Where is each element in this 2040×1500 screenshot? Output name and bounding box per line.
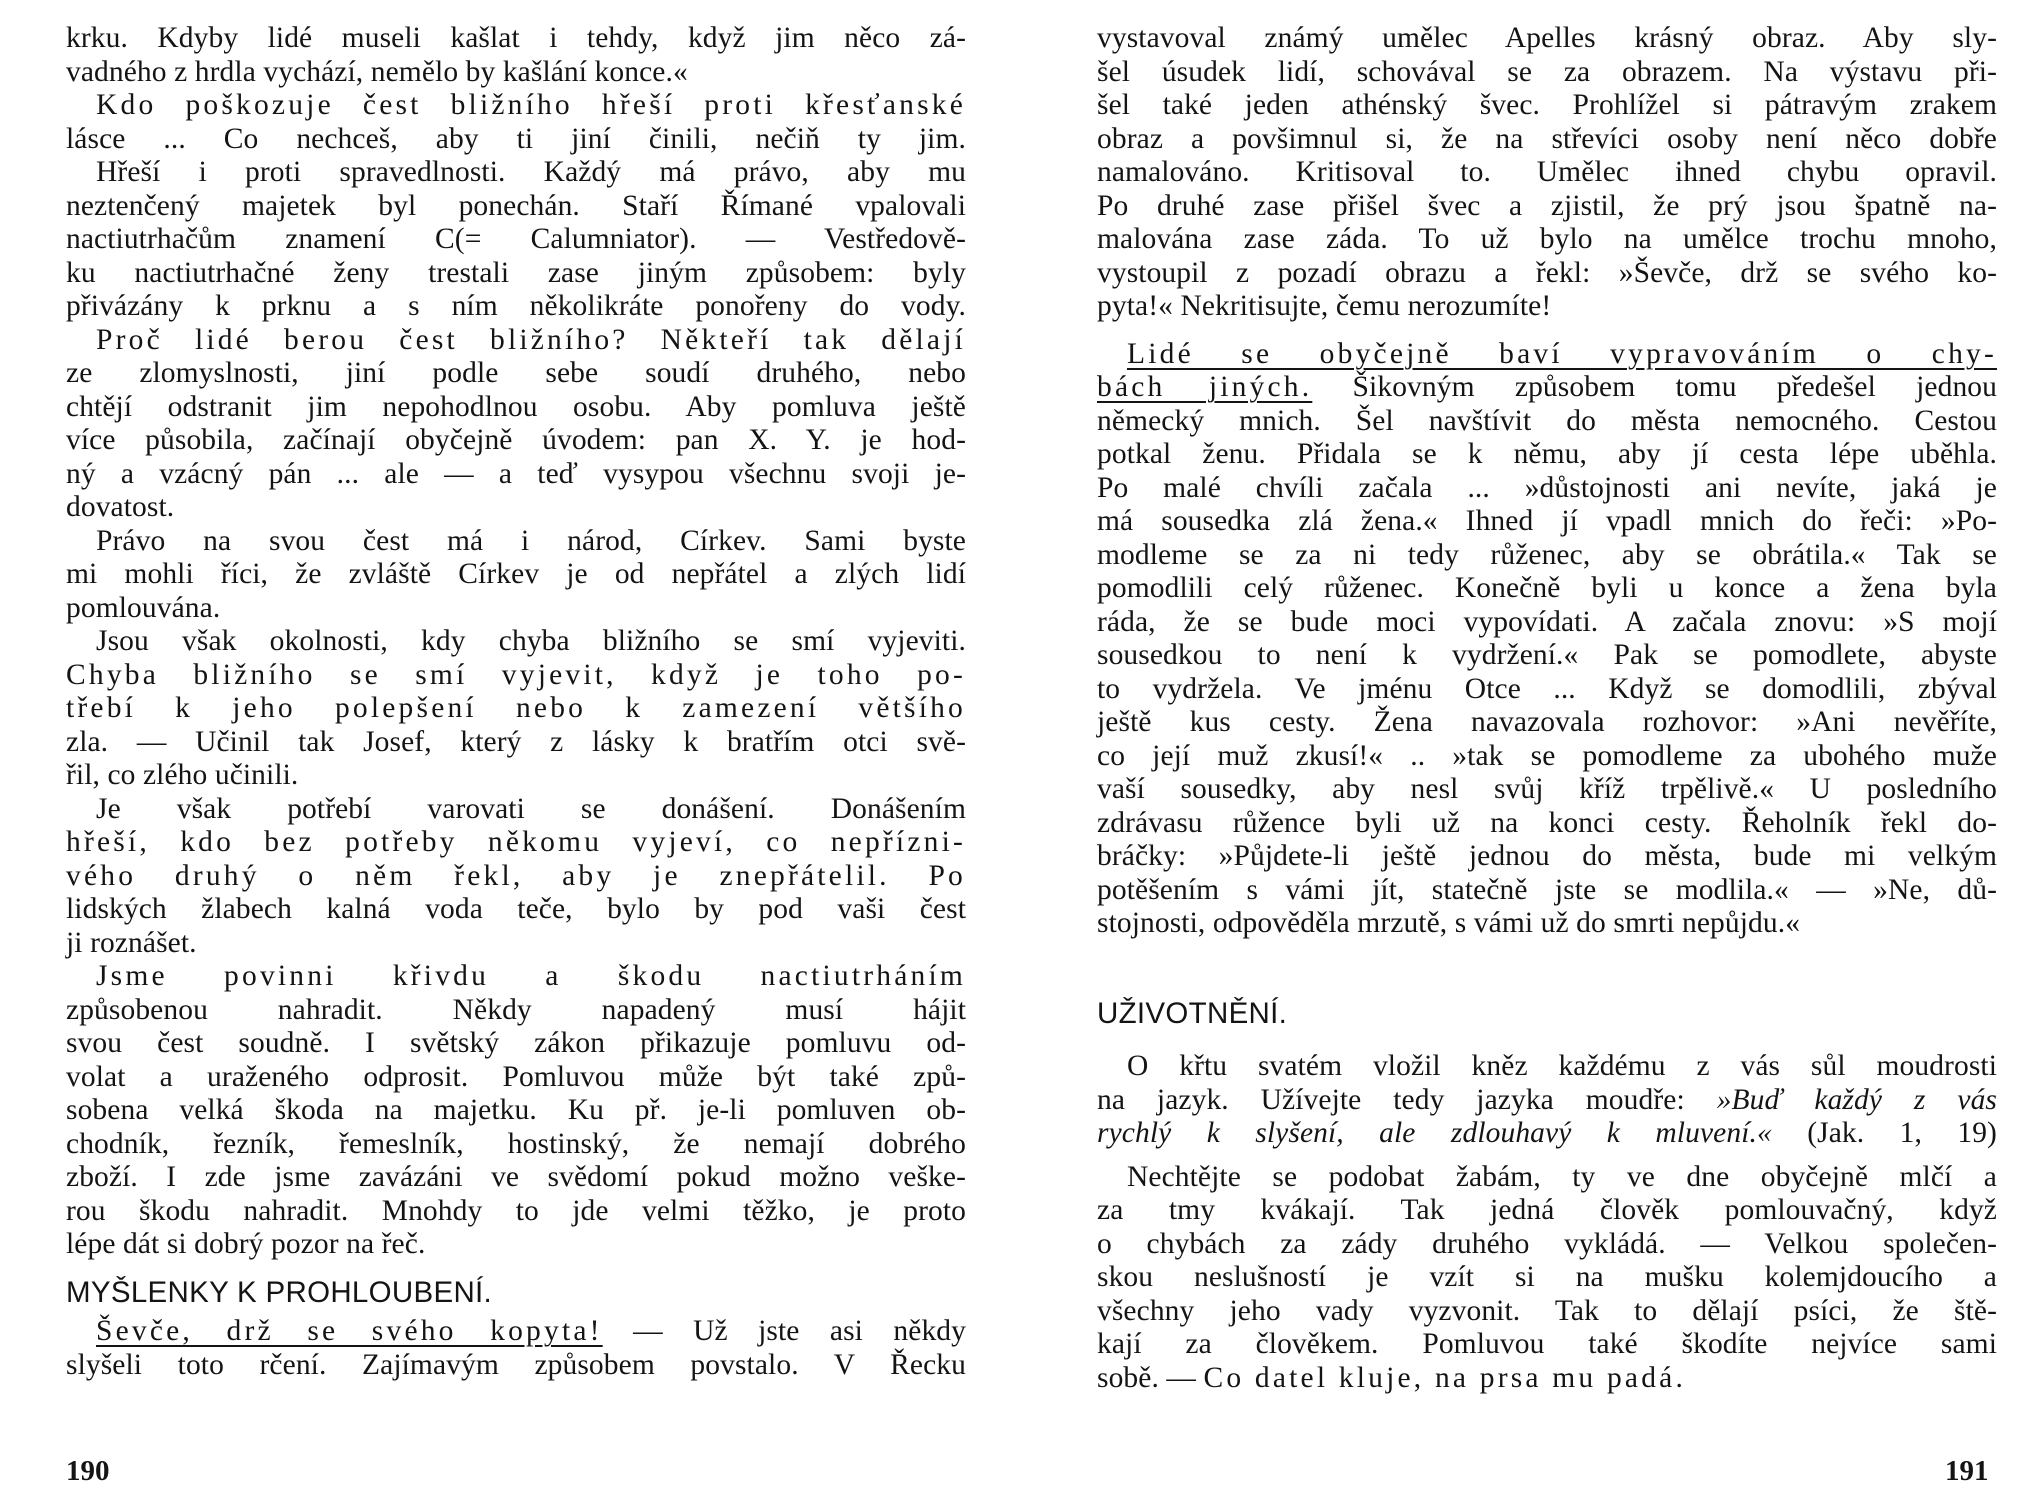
text-line: chodník, řezník, řemeslník, hostinský, že nemají dobrého [66, 1127, 966, 1160]
text-line: přivázány k prknu a s ním několikráte ponořeny do vody. [66, 290, 966, 322]
text-line [66, 1315, 966, 1349]
text-span: Šikovným způsobem tomu předešel jednou [1312, 371, 1997, 403]
text-line: sousedkou to není k vydržení.« Pak se pomodlete, abyste [1097, 639, 1997, 671]
text-line: Jsme povinni křivdu a škodu nactiutrháním [96, 960, 966, 992]
section-heading: UŽIVOTNĚNÍ. [1097, 996, 1288, 1030]
page-number: 191 [1945, 1455, 1989, 1487]
right-page [1097, 22, 1997, 1395]
text-span: — Už jste asi někdy [602, 1315, 966, 1347]
text-line: vystavoval známý umělec Apelles krásný obraz. Aby sly- [1097, 22, 1997, 54]
text-line: svou čest soudně. I světský zákon přikazuje pomluvu od- [66, 1027, 966, 1059]
text-line: Kdo poškozuje čest bližního hřeší proti křesťanské [96, 89, 966, 121]
text-line: vystoupil z pozadí obrazu a řekl: »Ševče, drž se svého ko- [1097, 256, 1997, 289]
text-line: německý mnich. Šel navštívit do města nemocného. Cestou [1097, 404, 1997, 437]
text-line [1097, 1117, 1997, 1151]
text-line: ji roznášet. [66, 926, 197, 959]
text-line: třebí k jeho polepšení nebo k zamezení většího [66, 692, 966, 724]
text-line: pyta!« Nekritisujte, čemu nerozumíte! [1097, 290, 1552, 322]
text-line: neztenčený majetek byl ponechán. Staří Římané vpalovali [66, 189, 966, 222]
text-line: pomodlili celý růženec. Konečně byli u konce a žena byla [1097, 572, 1997, 604]
text-line: slyšeli toto rčení. Zajímavým způsobem povstalo. V Řecku [66, 1348, 966, 1381]
text-line: má sousedka zlá žena.« Ihned jí vpadl mnich do řeči: »Po- [1097, 505, 1997, 537]
text-span: sobě. — [1097, 1361, 1204, 1394]
text-line: šel úsudek lidí, schovával se za obrazem. Na výstavu při- [1097, 55, 1997, 88]
left-page [66, 22, 966, 1382]
text-line: Proč lidé berou čest bližního? Někteří tak dělají [96, 323, 966, 356]
text-line [1097, 371, 1997, 405]
proverb-text: Co datel kluje, na prsa mu padá. [1203, 1361, 1687, 1394]
text-line: zla. — Učinil tak Josef, který z lásky k bratřím otci svě- [66, 725, 966, 758]
text-line: Po malé chvíli začala ... »důstojnosti ani nevíte, jaká je [1097, 471, 1997, 504]
text-line: co její muž zkusí!« .. »tak se pomodleme za ubohého muže [1097, 739, 1997, 772]
text-line [1097, 1362, 1997, 1396]
quote-text: rychlý k slyšení, ale zdlouhavý k mluvení.« [1097, 1117, 1772, 1149]
proverb-text: Ševče, drž se svého kopyta! [96, 1315, 603, 1347]
text-line: O křtu svatém vložil kněz každému z vás sůl moudrosti [1127, 1050, 1997, 1082]
text-line: ný a vzácný pán ... ale — a teď vysypou všechnu svoji je- [66, 457, 966, 490]
text-line: nactiutrhačům znamení C(= Calumniator). — Vestředově- [66, 223, 966, 255]
text-line: stojnosti, odpověděla mrzutě, s vámi už do smrti nepůjdu.« [1097, 907, 1801, 939]
underlined-text: bách jiných. [1097, 371, 1313, 403]
text-line: krku. Kdyby lidé museli kašlat i tehdy, když jim něco zá- [66, 22, 966, 54]
text-line: pomlouvána. [66, 591, 221, 624]
quote-text: »Buď každý z vás [1716, 1083, 1997, 1116]
text-line: Hřeší i proti spravedlnosti. Každý má právo, aby mu [96, 156, 966, 188]
text-line: ku nactiutrhačné ženy trestali zase jiným způsobem: byly [66, 256, 966, 289]
text-line: namalováno. Kritisoval to. Umělec ihned chybu opravil. [1097, 156, 1997, 188]
text-line: kají za člověkem. Pomluvou také škodíte nejvíce sami [1097, 1328, 1997, 1360]
text-line: více působila, začínají obyčejně úvodem: pan X. Y. je hod- [66, 424, 966, 456]
text-line: ze zlomyslnosti, jiní podle sebe soudí druhého, nebo [66, 357, 966, 389]
text-line: vadného z hrdla vychází, nemělo by kašlání konce.« [66, 55, 688, 88]
text-line: lásce ... Co nechceš, aby ti jiní činili, nečiň ty jim. [66, 122, 966, 155]
text-line: ráda, že se bude moci vypovídati. A začala znovu: »S mojí [1097, 605, 1997, 638]
citation: (Jak. 1, 19) [1771, 1117, 1997, 1149]
text-line: obraz a povšimnul si, že na střevíci osoby není něco dobře [1097, 122, 1997, 155]
text-line: o chybách za zády druhého vykládá. — Velkou společen- [1097, 1227, 1997, 1260]
text-line: chtějí odstranit jim nepohodlnou osobu. Aby pomluva ještě [66, 390, 966, 423]
text-line: Lidé se obyčejně baví vypravováním o chy- [1127, 337, 1997, 370]
text-line: lidských žlabech kalná voda teče, bylo by pod vaši čest [66, 893, 966, 925]
text-line: zboží. I zde jsme zavázáni ve svědomí pokud možno veške- [66, 1161, 966, 1193]
text-line: sobena velká škoda na majetku. Ku př. je-li pomluven ob- [66, 1094, 966, 1126]
text-line: to vydržela. Ve jménu Otce ... Když se domodlili, zbýval [1097, 672, 1997, 705]
text-line: potěšením s vámi jít, statečně jste se modlila.« — »Ne, dů- [1097, 873, 1997, 906]
text-line: hřeší, kdo bez potřeby někomu vyjeví, co nepřízni- [66, 826, 966, 858]
text-line: volat a uraženého odprosit. Pomluvou může být také způ- [66, 1060, 966, 1093]
text-line: šel také jeden athénský švec. Prohlížel si pátravým zrakem [1097, 89, 1997, 121]
text-line: ještě kus cesty. Žena navazovala rozhovor: »Ani nevěříte, [1097, 706, 1997, 738]
text-line: lépe dát si dobrý pozor na řeč. [66, 1228, 426, 1260]
page-number: 190 [66, 1455, 110, 1487]
text-line: malována zase záda. To už bylo na umělce trochu mnoho, [1097, 223, 1997, 255]
text-line: rou škodu nahradit. Mnohdy to jde velmi těžko, je proto [66, 1194, 966, 1227]
text-line: řil, co zlého učinili. [66, 759, 299, 791]
text-line: Chyba bližního se smí vyjevit, když je toho po- [66, 658, 966, 691]
text-line: Nechtějte se podobat žabám, ty ve dne obyčejně mlčí a [1127, 1160, 1997, 1193]
text-line: všechny jeho vady vyzvonit. Tak to dělají psíci, že ště- [1097, 1294, 1997, 1327]
text-line: za tmy kvákají. Tak jedná člověk pomlouvačný, když [1097, 1194, 1997, 1226]
text-line: modleme se za ni tedy růženec, aby se obrátila.« Tak se [1097, 538, 1997, 571]
text-span: na jazyk. Užívejte tedy jazyka moudře: [1097, 1083, 1717, 1116]
text-line: zdrávasu růžence byli už na konci cesty. Řeholník řekl do- [1097, 806, 1997, 839]
text-line: mi mohli říci, že zvláště Církev je od nepřátel a zlých lidí [66, 558, 966, 590]
text-line: bráčky: »Půjdete-li ještě jednou do města, bude mi velkým [1097, 840, 1997, 872]
text-line: Právo na svou čest má i národ, Církev. Sami byste [96, 524, 966, 557]
text-line: potkal ženu. Přidala se k němu, aby jí cesta lépe uběhla. [1097, 438, 1997, 470]
text-line: dovatost. [66, 491, 175, 523]
text-line: Po druhé zase přišel švec a zjistil, že prý jsou špatně na- [1097, 189, 1997, 222]
text-line: vaší sousedky, aby nesl svůj kříž trpělivě.« U posledního [1097, 773, 1997, 805]
section-heading: MYŠLENKY K PROHLOUBENÍ. [66, 1275, 493, 1309]
text-line: způsobenou nahradit. Někdy napadený musí hájit [66, 993, 966, 1026]
text-line: skou neslušností je vzít si na mušku kolemjdoucího a [1097, 1261, 1997, 1293]
text-line [1097, 1084, 1997, 1118]
text-line: Jsou však okolnosti, kdy chyba bližního se smí vyjeviti. [96, 625, 966, 657]
text-line: vého druhý o něm řekl, aby je znepřátelil. Po [66, 859, 966, 892]
text-line: Je však potřebí varovati se donášení. Donášením [96, 792, 966, 825]
